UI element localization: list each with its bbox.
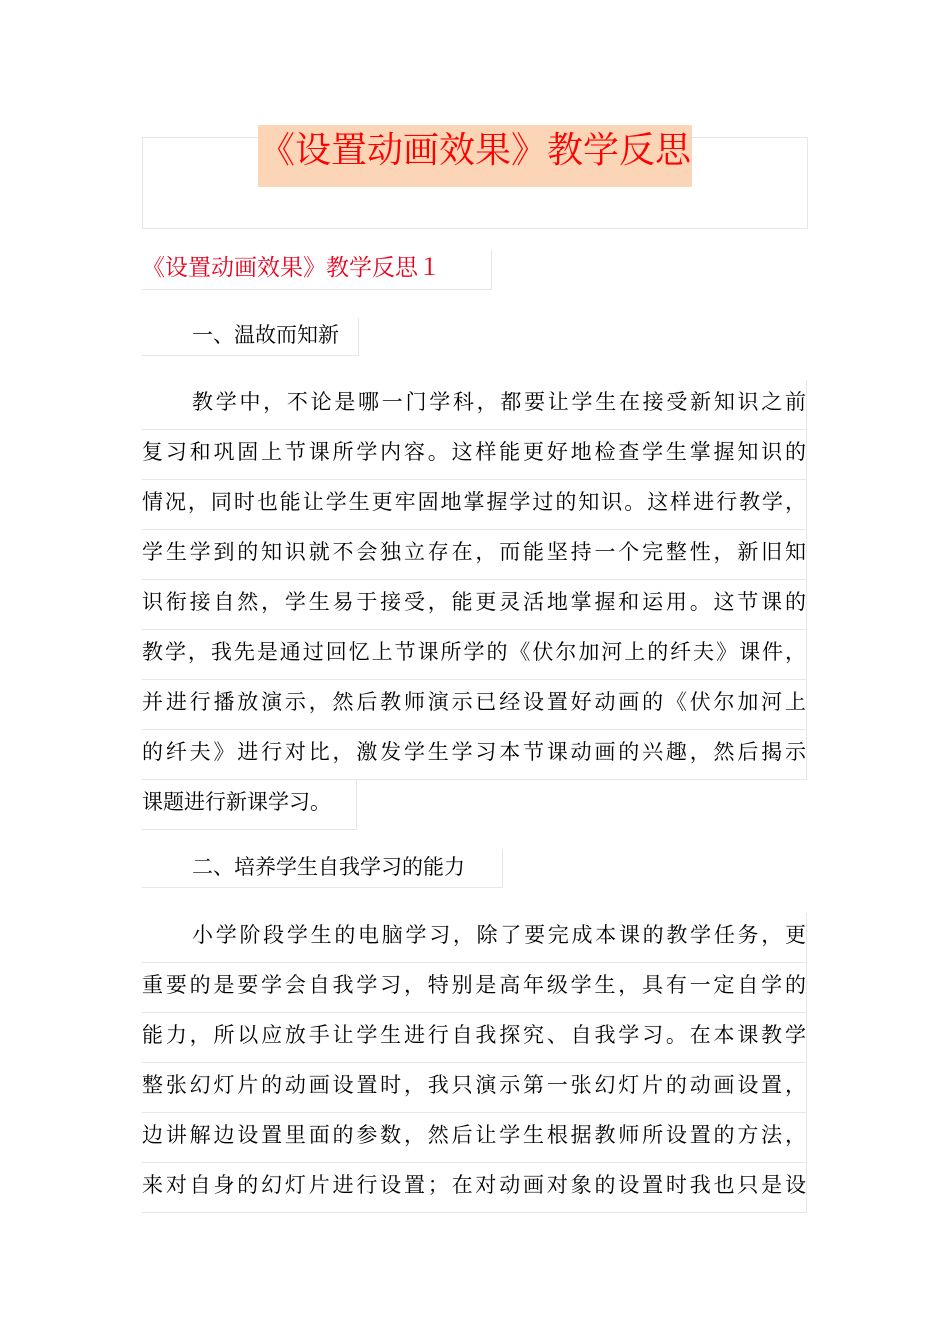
section-heading-2: 二、培养学生自我学习的能力 <box>142 850 503 888</box>
paragraph-line: 整张幻灯片的动画设置时，我只演示第一张幻灯片的动画设置， <box>142 1063 807 1113</box>
paragraph-line: 的纤夫》进行对比，激发学生学习本节课动画的兴趣，然后揭示 <box>142 730 807 780</box>
paragraph-line: 小学阶段学生的电脑学习，除了要完成本课的教学任务，更 <box>142 913 807 963</box>
paragraph-line: 情况，同时也能让学生更牢固地掌握学过的知识。这样进行教学， <box>142 480 807 530</box>
paragraph-line: 教学中，不论是哪一门学科，都要让学生在接受新知识之前 <box>142 380 807 430</box>
section-1-paragraph <box>142 380 807 830</box>
section-2-paragraph <box>142 913 807 1213</box>
paragraph-line: 来对自身的幻灯片进行设置；在对动画对象的设置时我也只是设 <box>142 1163 807 1213</box>
paragraph-line: 重要的是要学会自我学习，特别是高年级学生，具有一定自学的 <box>142 963 807 1013</box>
paragraph-line: 并进行播放演示，然后教师演示已经设置好动画的《伏尔加河上 <box>142 680 807 730</box>
paragraph-line: 识衔接自然，学生易于接受，能更灵活地掌握和运用。这节课的 <box>142 580 807 630</box>
paragraph-line: 复习和巩固上节课所学内容。这样能更好地检查学生掌握知识的 <box>142 430 807 480</box>
paragraph-line: 能力，所以应放手让学生进行自我探究、自我学习。在本课教学 <box>142 1013 807 1063</box>
paragraph-line: 课题进行新课学习。 <box>142 780 357 830</box>
document-title: 《设置动画效果》教学反思 <box>258 125 692 187</box>
paragraph-line: 教学，我先是通过回忆上节课所学的《伏尔加河上的纤夫》课件， <box>142 630 807 680</box>
section-heading-1: 一、温故而知新 <box>142 318 359 356</box>
document-subtitle: 《设置动画效果》教学反思１ <box>142 250 492 290</box>
paragraph-line: 边讲解边设置里面的参数，然后让学生根据教师所设置的方法， <box>142 1113 807 1163</box>
paragraph-line: 学生学到的知识就不会独立存在，而能坚持一个完整性，新旧知 <box>142 530 807 580</box>
